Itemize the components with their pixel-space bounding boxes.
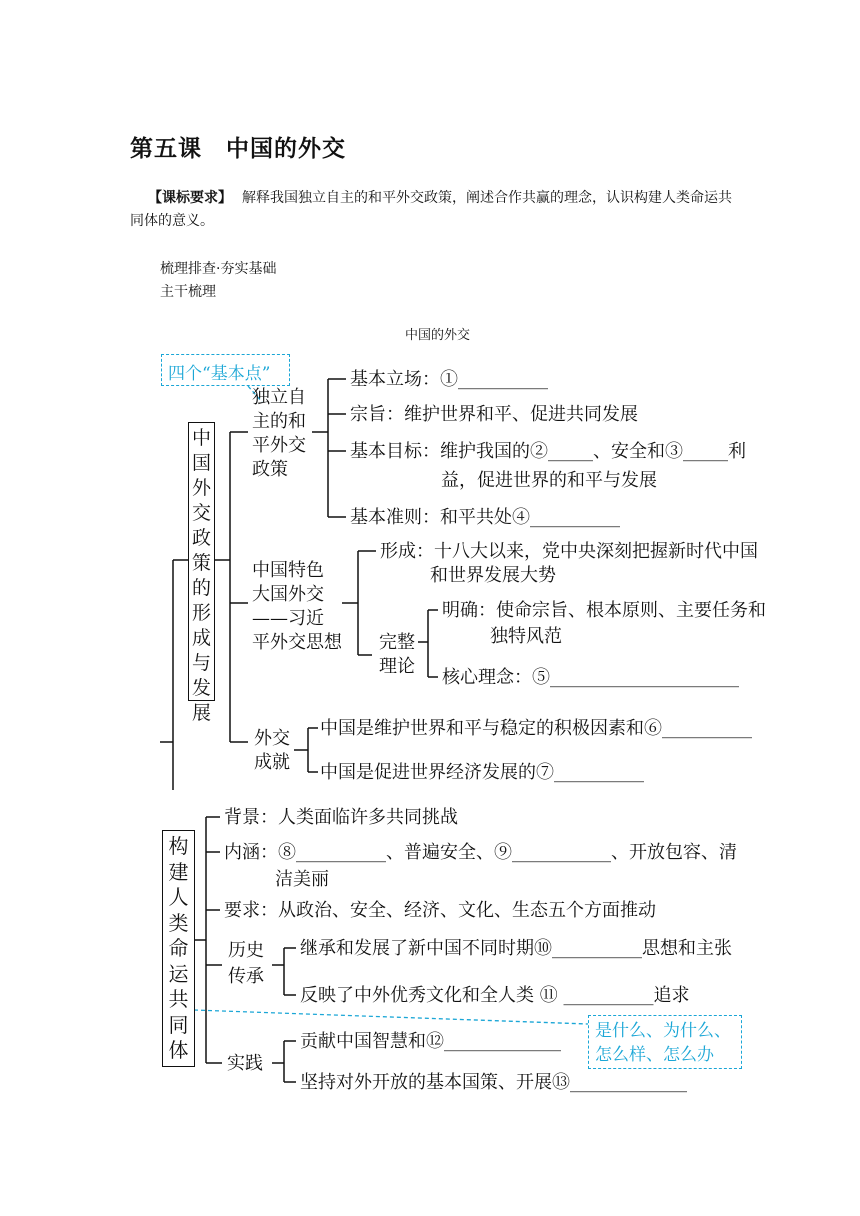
requirement-tag: 【课标要求】: [148, 190, 232, 206]
community-connotation-cont: 洁美丽: [275, 869, 329, 890]
questions-line-2: 怎么样、怎么办: [595, 1045, 714, 1065]
thought-clarify-cont: 独特风范: [490, 626, 562, 647]
history-item-2: 反映了中外优秀文化和全人类 ⑪ __________追求: [300, 985, 690, 1006]
complete-theory-label: 完整 理论: [379, 632, 415, 677]
practice-item-2: 坚持对外开放的基本国策、开展⑬_____________: [300, 1072, 687, 1093]
questions-callout: [588, 1015, 742, 1069]
policy-purpose: 宗旨：维护世界和平、促进共同发展: [350, 404, 638, 425]
four-points-label: 四个“基本点”: [168, 364, 271, 384]
policy-goal: 基本目标：维护我国的②_____、安全和③_____利: [350, 441, 746, 462]
subsection-heading: 主干梳理: [160, 284, 216, 300]
section-heading: 梳理排查·夯实基础: [160, 261, 277, 277]
questions-line-1: 是什么、为什么、: [595, 1021, 731, 1041]
part2-root-box: 构 建 人 类 命 运 共 同 体: [162, 830, 195, 1067]
community-background: 背景：人类面临许多共同挑战: [224, 807, 458, 828]
achievement-label: 外交 成就: [254, 728, 290, 773]
requirement-text: 解释我国独立自主的和平外交政策，阐述合作共赢的理念，认识构建人类命运共同体的意义。: [130, 190, 732, 229]
part1-root-box: 中 国 外 交 政 策 的 形 成 与 发 展: [188, 422, 215, 701]
thought-formation-cont: 和世界发展大势: [430, 565, 556, 586]
achievement-economy: 中国是促进世界经济发展的⑦__________: [320, 762, 644, 783]
thought-core-concept: 核心理念：⑤_____________________: [442, 667, 739, 688]
thought-label: 中国特色 大国外交 ——习近 平外交思想: [252, 560, 342, 653]
community-requirement: 要求：从政治、安全、经济、文化、生态五个方面推动: [224, 900, 656, 921]
achievement-peace: 中国是维护世界和平与稳定的积极因素和⑥__________: [320, 718, 752, 739]
policy-goal-cont: 益，促进世界的和平与发展: [441, 470, 657, 491]
policy-label: 独立自 主的和 平外交 政策: [252, 387, 306, 480]
page-title: 第五课 中国的外交: [130, 135, 346, 162]
practice-label: 实践: [227, 1053, 263, 1074]
history-label: 历史 传承: [228, 940, 264, 987]
practice-item-1: 贡献中国智慧和⑫_____________: [300, 1031, 561, 1052]
thought-clarify: 明确：使命宗旨、根本原则、主要任务和: [442, 600, 766, 621]
community-connotation: 内涵：⑧__________、普遍安全、⑨___________、开放包容、清: [224, 842, 737, 863]
figure-title: 中国的外交: [405, 328, 471, 343]
policy-stance: 基本立场：①__________: [350, 369, 548, 390]
policy-principle: 基本准则：和平共处④__________: [350, 507, 620, 528]
four-points-callout: [161, 354, 290, 386]
thought-formation: 形成：十八大以来，党中央深刻把握新时代中国: [380, 541, 758, 562]
history-item-1: 继承和发展了新中国不同时期⑩__________思想和主张: [300, 938, 732, 959]
